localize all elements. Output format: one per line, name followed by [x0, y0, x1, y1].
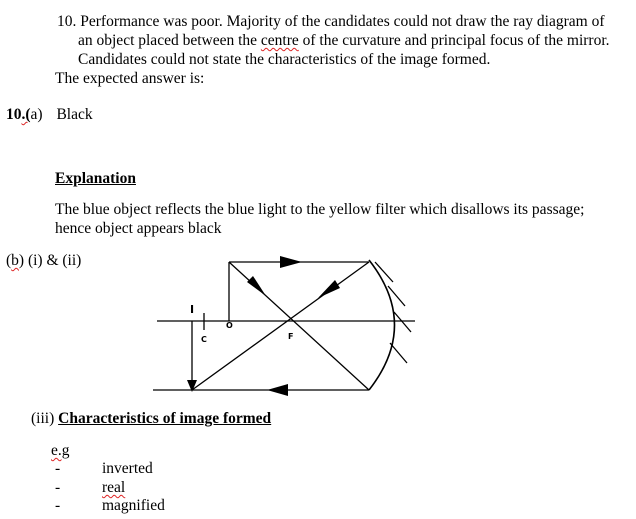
label-O: O: [226, 321, 233, 330]
q10-line1-text: Performance was poor. Majority of the candidates could not draw the ray diagram of: [80, 13, 605, 30]
answer-b-open: (: [6, 252, 12, 269]
q10-line2-post: of the curvature and principal focus of the mirror.: [298, 32, 610, 49]
list-item-text: magnified: [102, 497, 165, 514]
list-item-text: inverted: [102, 460, 153, 477]
list-item-text: real: [102, 479, 126, 496]
mirror-hatch: [394, 312, 411, 332]
iii-heading-line: [31, 410, 271, 428]
list-item: [55, 460, 60, 478]
arrow-reflected-diagonal: [318, 280, 340, 298]
label-F: F: [288, 332, 294, 341]
explanation-heading: Explanation: [55, 170, 136, 187]
q10-line4: The expected answer is:: [55, 70, 205, 87]
iii-heading: Characteristics of image formed: [58, 410, 272, 427]
list-item: [55, 497, 60, 515]
q10-line3: Candidates could not state the characteristics of the image formed.: [78, 51, 491, 68]
q10-line2-squiggled-word: centre: [260, 32, 299, 49]
arrow-incident-diagonal: [247, 276, 266, 296]
answer-10a-text: Black: [56, 106, 93, 123]
arrow-top-ray: [280, 256, 302, 268]
arrow-bottom-ray: [267, 384, 288, 396]
iii-number: (iii): [31, 410, 59, 427]
q10-line2-pre: an object placed between the: [78, 32, 261, 49]
reflected-ray-through-focus: [192, 262, 369, 390]
answer-10a-number-squiggle: .(: [21, 106, 31, 123]
label-I: I: [190, 303, 195, 316]
eg-label: e.g: [51, 442, 70, 459]
list-item: [55, 479, 60, 497]
explanation-line2: hence object appears black: [55, 220, 222, 237]
bullet: -: [55, 460, 61, 477]
q10-number: 10.: [57, 13, 77, 30]
mirror-hatch: [388, 286, 405, 306]
answer-10a-number: 10: [6, 106, 22, 123]
answer-b-rest: ) (i) & (ii): [18, 252, 82, 269]
answer-10a-letter: a): [30, 106, 43, 123]
bullet: -: [55, 479, 61, 496]
mirror-hatch: [390, 343, 407, 363]
bullet: -: [55, 497, 61, 514]
explanation-line1: The blue object reflects the blue light to the yellow filter which disallows its passage;: [55, 201, 585, 218]
answer-b-letter: b: [11, 252, 19, 269]
label-C: C: [201, 335, 207, 344]
